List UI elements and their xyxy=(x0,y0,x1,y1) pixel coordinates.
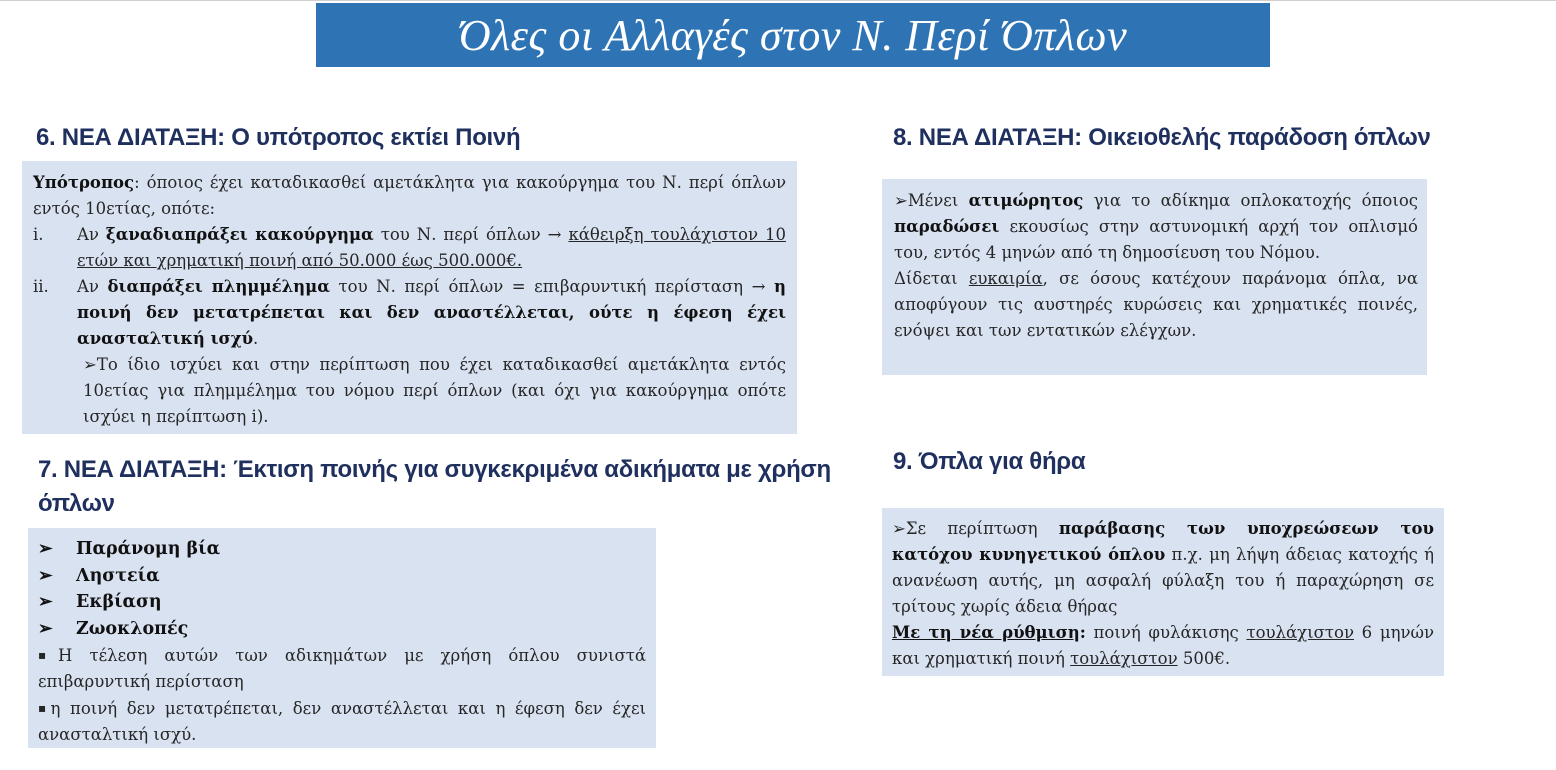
definition-text: : όποιος έχει καταδικασθεί αμετάκλητα για κακούργημα του Ν. περί όπλων εντός 10ετίας, οπότε: xyxy=(33,173,786,218)
offense-label: Παράνομη βία xyxy=(76,539,221,559)
opportunity-paragraph xyxy=(894,266,1418,344)
arrow-bullet-icon: ➢ xyxy=(38,539,53,559)
definition-term: Υπότροπος xyxy=(33,173,135,192)
bold-text: διαπράξει πλημμέλημα xyxy=(107,277,330,296)
page-title: Όλες οι Αλλαγές στον Ν. Περί Όπλων xyxy=(458,10,1128,60)
text: ποινή φυλάκισης xyxy=(1085,623,1247,642)
text: για το αδίκημα οπλοκατοχής όποιος xyxy=(1083,191,1418,210)
underlined-text: ευκαιρία xyxy=(968,269,1043,288)
section-8-box xyxy=(882,179,1427,375)
text: Αν xyxy=(77,277,108,296)
bold-text: η ποινή δεν μετατρέπεται και δεν αναστέλλεται, ούτε η έφεση έχει ανασταλτική ισχύ xyxy=(77,277,786,348)
underlined-text: τουλάχιστον xyxy=(1246,623,1354,642)
offense-item xyxy=(38,589,646,616)
square-bullet-icon: ▪ xyxy=(38,701,51,715)
item-number: ii. xyxy=(33,277,49,296)
bold-underlined-text: Με τη νέα ρύθμιση xyxy=(892,623,1080,642)
list-item-i xyxy=(33,222,786,274)
text: π.χ. μη λήψη άδειας κατοχής ή ανανέωση αυτής, μη ασφαλή φύλαξη του ή παραχώρηση σε τρίτους χωρίς άδεια θήρας xyxy=(892,545,1434,616)
surrender-paragraph xyxy=(894,188,1418,266)
list-item-ii xyxy=(33,274,786,352)
text: 6 μηνών και χρηματική ποινή xyxy=(892,623,1434,668)
bold-text: παραδώσει xyxy=(894,217,1000,236)
arrow-bullet-icon: ➢ xyxy=(38,592,53,612)
offense-item xyxy=(38,563,646,590)
violation-paragraph xyxy=(892,516,1434,620)
text: του Ν. περί όπλων → xyxy=(373,225,569,244)
title-banner xyxy=(316,3,1270,67)
offense-label: Ληστεία xyxy=(76,565,160,586)
note-text: Η τέλεση αυτών των αδικημάτων με χρήση όπλου συνιστά επιβαρυντική περίσταση xyxy=(38,646,646,691)
section-7-box xyxy=(28,528,656,748)
text: Δίδεται xyxy=(894,269,969,288)
item-text xyxy=(77,222,786,274)
section-6-box xyxy=(22,161,797,434)
square-bullet-icon: ▪ xyxy=(38,648,58,662)
bold-text: ατιμώρητος xyxy=(968,191,1084,210)
text: εκουσίως στην αστυνομική αρχή τον οπλισμό του, εντός 4 μηνών από τη δημοσίευση του Νόμου. xyxy=(894,217,1418,262)
text: , σε όσους κατέχουν παράνομα όπλα, να αποφύγουν τις αυστηρές κυρώσεις και χρηματικές ποινές, ενόψει και των εντατικών ελέγχων. xyxy=(894,269,1418,340)
recidivist-definition xyxy=(33,170,786,222)
section-7-note xyxy=(38,695,646,748)
section-6-heading: 6. ΝΕΑ ΔΙΑΤΑΞΗ: Ο υπότροπος εκτίει Ποινή xyxy=(36,124,521,151)
section-8-heading: 8. ΝΕΑ ΔΙΑΤΑΞΗ: Οικειοθελής παράδοση όπλων xyxy=(893,124,1431,151)
underlined-text: κάθειρξη τουλάχιστον 10 ετών και χρηματική ποινή από 50.000 έως 500.000€. xyxy=(77,225,786,270)
section-6-note: ➢Το ίδιο ισχύει και στην περίπτωση που έχει καταδικασθεί αμετάκλητα εντός 10ετίας για πλημμέλημα του νόμου περί όπλων (και όχι για κακούργημα οπότε ισχύει η περίπτωση i). xyxy=(83,355,786,426)
new-regulation-paragraph xyxy=(892,620,1434,672)
offense-item xyxy=(38,616,646,643)
text: 500€. xyxy=(1177,649,1231,668)
section-7-note xyxy=(38,642,646,695)
section-9-box xyxy=(882,508,1444,676)
arrow-bullet-icon: ➢ xyxy=(38,618,53,639)
offense-item xyxy=(38,536,646,563)
section-7-heading: 7. ΝΕΑ ΔΙΑΤΑΞΗ: Έκτιση ποινής για συγκεκριμένα αδικήματα με χρήση όπλων xyxy=(38,456,831,517)
item-text xyxy=(77,274,786,352)
item-number: i. xyxy=(33,225,44,244)
note-text: η ποινή δεν μετατρέπεται, δεν αναστέλλεται και η έφεση δεν έχει ανασταλτική ισχύ. xyxy=(38,699,646,744)
underlined-text: τουλάχιστον xyxy=(1070,649,1178,668)
arrow-bullet-icon: ➢ xyxy=(38,565,53,586)
section-9-heading: 9. Όπλα για θήρα xyxy=(893,448,1086,475)
bold-text: ξαναδιαπράξει κακούργημα xyxy=(105,225,374,244)
text: Αν xyxy=(77,225,106,244)
text: ➢Μένει xyxy=(894,191,969,210)
text: . xyxy=(253,329,259,348)
text: ➢Σε περίπτωση xyxy=(892,519,1059,538)
bold-text: παράβασης των υποχρεώσεων του κατόχου κυνηγετικού όπλου xyxy=(892,519,1434,564)
text: : xyxy=(1079,623,1086,642)
text: του Ν. περί όπλων = επιβαρυντική περίσταση → xyxy=(329,277,774,296)
offense-label: Εκβίαση xyxy=(76,592,162,612)
offense-label: Ζωοκλοπές xyxy=(76,618,189,639)
